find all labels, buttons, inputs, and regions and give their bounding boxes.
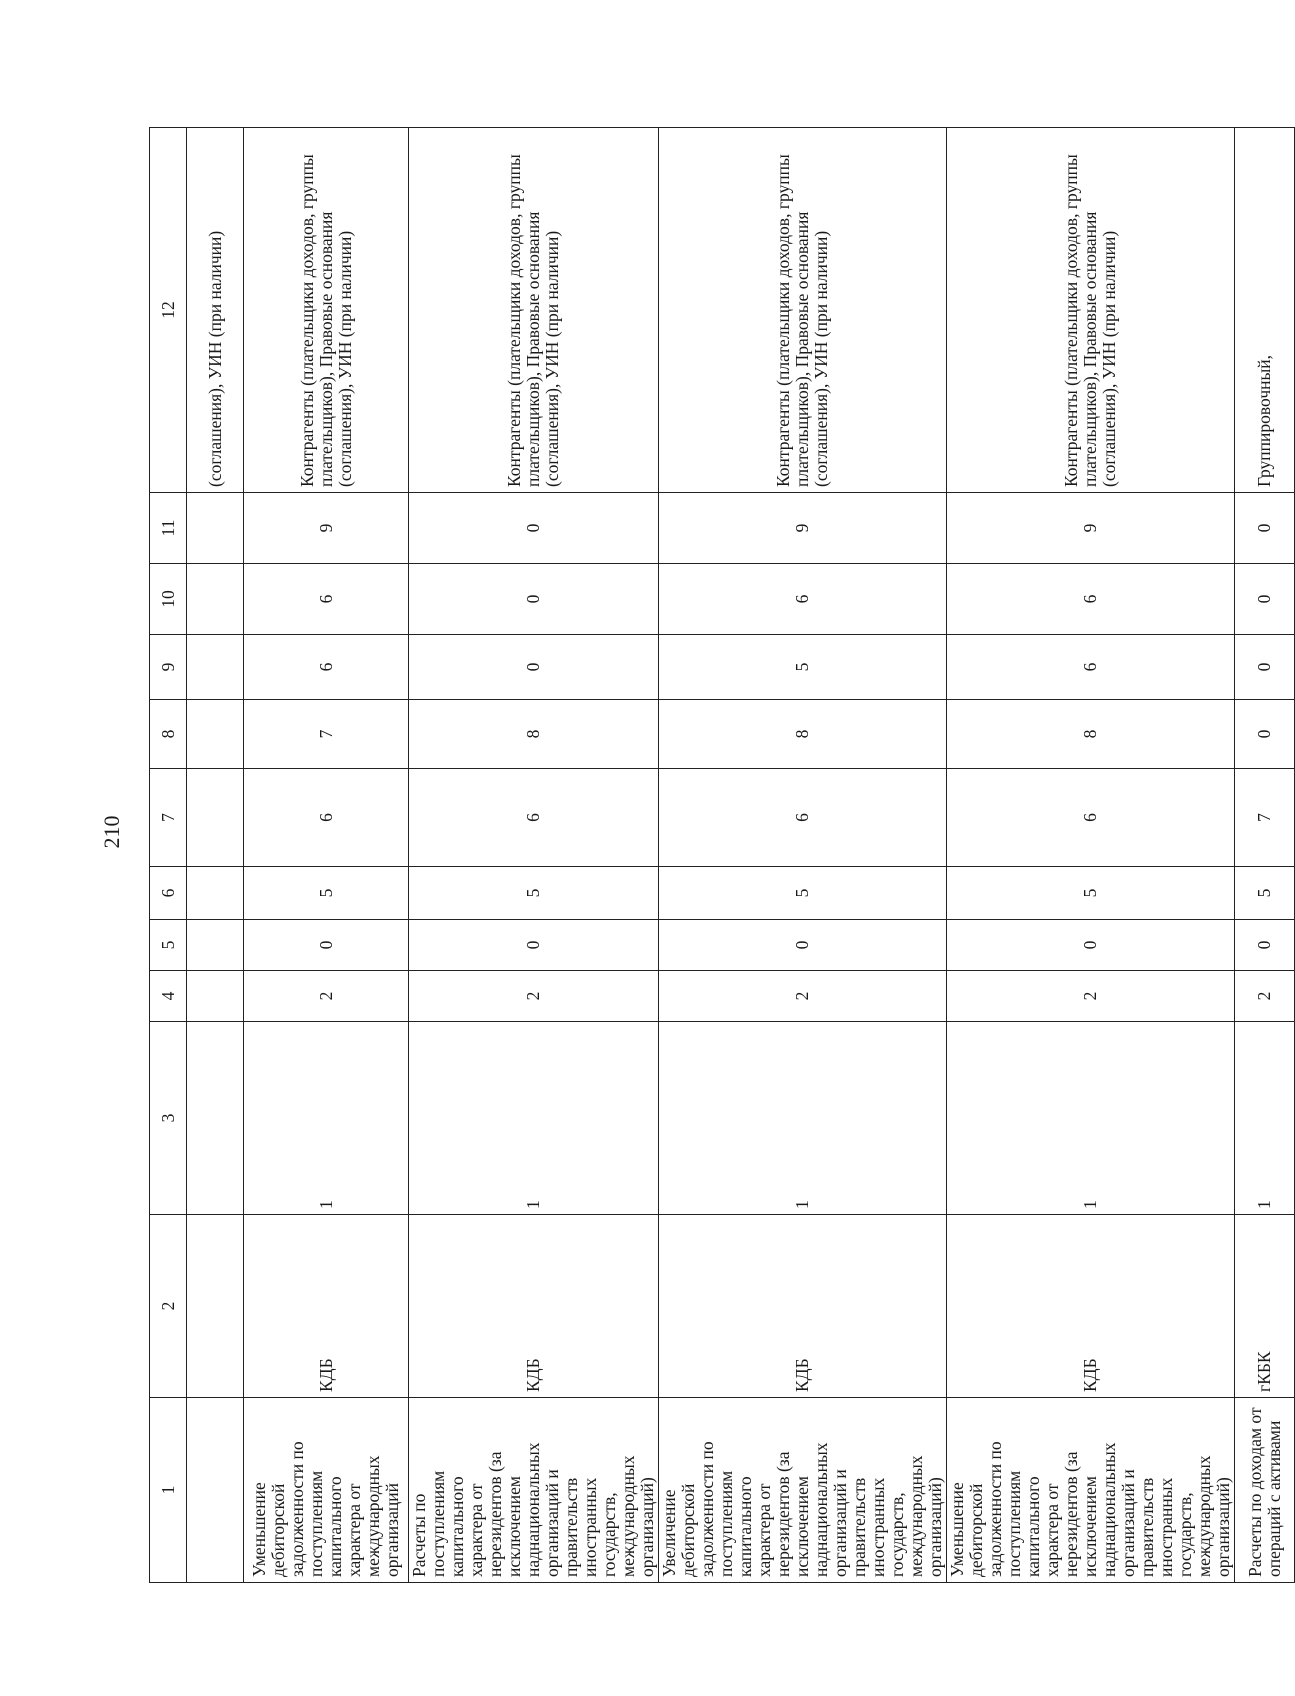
cell-col7: 6 — [659, 769, 947, 867]
table-row — [947, 128, 1235, 1583]
header-col-12: 12 — [150, 128, 187, 493]
cell-col4: 2 — [244, 971, 409, 1022]
table-row — [409, 128, 659, 1583]
cell-analytics: Контрагенты (плательщики доходов, группы плательщиков), Правовые основания (соглашения), УИН (при наличии) — [659, 128, 947, 493]
header-col-1: 1 — [150, 1398, 187, 1583]
cell-col11: 0 — [1235, 493, 1295, 564]
cell-col7: 6 — [947, 769, 1235, 867]
cell-col10: 6 — [947, 564, 1235, 635]
cell-col6: 5 — [659, 867, 947, 920]
cell-name: Расчеты по поступлениям капитального характера от нерезидентов (за исключением наднациональных организаций и правительств иностранных государств, международных организаций) — [409, 1398, 659, 1583]
cell-col3: 1 — [409, 1022, 659, 1215]
cell-name: Уменьшение дебиторской задолженности по поступлениям капитального характера от нерезидентов (за исключением наднациональных организаций и правительств иностранных государств, международных организаций) — [947, 1398, 1235, 1583]
cell-col6: 5 — [1235, 867, 1295, 920]
cell-col8: 7 — [244, 700, 409, 769]
header-col-9: 9 — [150, 635, 187, 700]
cell-code-type: КДБ — [244, 1215, 409, 1398]
cell-col9: 6 — [244, 635, 409, 700]
cell-name: Расчеты по доходам от операций с активами — [1235, 1398, 1295, 1583]
cell-col11: 9 — [659, 493, 947, 564]
cell-code-type: гКБК — [1235, 1215, 1295, 1398]
cell-col10: 0 — [409, 564, 659, 635]
cell-analytics: Контрагенты (плательщики доходов, группы плательщиков), Правовые основания (соглашения), УИН (при наличии) — [947, 128, 1235, 493]
cell-col3: 1 — [947, 1022, 1235, 1215]
rotated-table-container — [149, 128, 1295, 1583]
continuation-cell-col12: (соглашения), УИН (при наличии) — [187, 128, 244, 493]
cell-col8: 8 — [947, 700, 1235, 769]
header-col-10: 10 — [150, 564, 187, 635]
cell-analytics: Группировочный, — [1235, 128, 1295, 493]
cell-col11: 0 — [409, 493, 659, 564]
cell-col5: 0 — [1235, 920, 1295, 971]
header-col-8: 8 — [150, 700, 187, 769]
header-col-6: 6 — [150, 867, 187, 920]
header-col-5: 5 — [150, 920, 187, 971]
header-row — [150, 128, 187, 1583]
cell-col4: 2 — [409, 971, 659, 1022]
header-col-3: 3 — [150, 1022, 187, 1215]
cell-name: Увеличение дебиторской задолженности по поступлениям капитального характера от нерезидентов (за исключением наднациональных организаций и правительств иностранных государств, международных организаций) — [659, 1398, 947, 1583]
table-row — [659, 128, 947, 1583]
cell-col7: 6 — [409, 769, 659, 867]
cell-col9: 6 — [947, 635, 1235, 700]
cell-col3: 1 — [244, 1022, 409, 1215]
classification-table — [149, 127, 1295, 1583]
cell-name: Уменьшение дебиторской задолженности по поступлениям капитального характера от международных организаций — [244, 1398, 409, 1583]
cell-col5: 0 — [244, 920, 409, 971]
cell-col8: 0 — [1235, 700, 1295, 769]
cell-col9: 5 — [659, 635, 947, 700]
cell-col6: 5 — [409, 867, 659, 920]
cell-col8: 8 — [409, 700, 659, 769]
cell-col10: 6 — [659, 564, 947, 635]
table-row — [1235, 128, 1295, 1583]
cell-col10: 6 — [244, 564, 409, 635]
cell-col11: 9 — [947, 493, 1235, 564]
cell-col9: 0 — [409, 635, 659, 700]
cell-analytics: Контрагенты (плательщики доходов, группы плательщиков), Правовые основания (соглашения), УИН (при наличии) — [409, 128, 659, 493]
cell-col10: 0 — [1235, 564, 1295, 635]
page-number: 210 — [99, 815, 124, 849]
header-col-11: 11 — [150, 493, 187, 564]
cell-col3: 1 — [659, 1022, 947, 1215]
cell-col7: 6 — [244, 769, 409, 867]
cell-col11: 9 — [244, 493, 409, 564]
cell-code-type: КДБ — [409, 1215, 659, 1398]
continuation-row — [187, 128, 244, 1583]
cell-col6: 5 — [947, 867, 1235, 920]
cell-col6: 5 — [244, 867, 409, 920]
cell-col3: 1 — [1235, 1022, 1295, 1215]
cell-col7: 7 — [1235, 769, 1295, 867]
cell-col5: 0 — [947, 920, 1235, 971]
cell-col8: 8 — [659, 700, 947, 769]
cell-col5: 0 — [659, 920, 947, 971]
header-col-7: 7 — [150, 769, 187, 867]
table-row — [244, 128, 409, 1583]
header-col-2: 2 — [150, 1215, 187, 1398]
cell-code-type: КДБ — [659, 1215, 947, 1398]
cell-col4: 2 — [947, 971, 1235, 1022]
cell-col4: 2 — [659, 971, 947, 1022]
cell-col5: 0 — [409, 920, 659, 971]
cell-code-type: КДБ — [947, 1215, 1235, 1398]
cell-col9: 0 — [1235, 635, 1295, 700]
cell-col4: 2 — [1235, 971, 1295, 1022]
cell-analytics: Контрагенты (плательщики доходов, группы плательщиков), Правовые основания (соглашения), УИН (при наличии) — [244, 128, 409, 493]
header-col-4: 4 — [150, 971, 187, 1022]
